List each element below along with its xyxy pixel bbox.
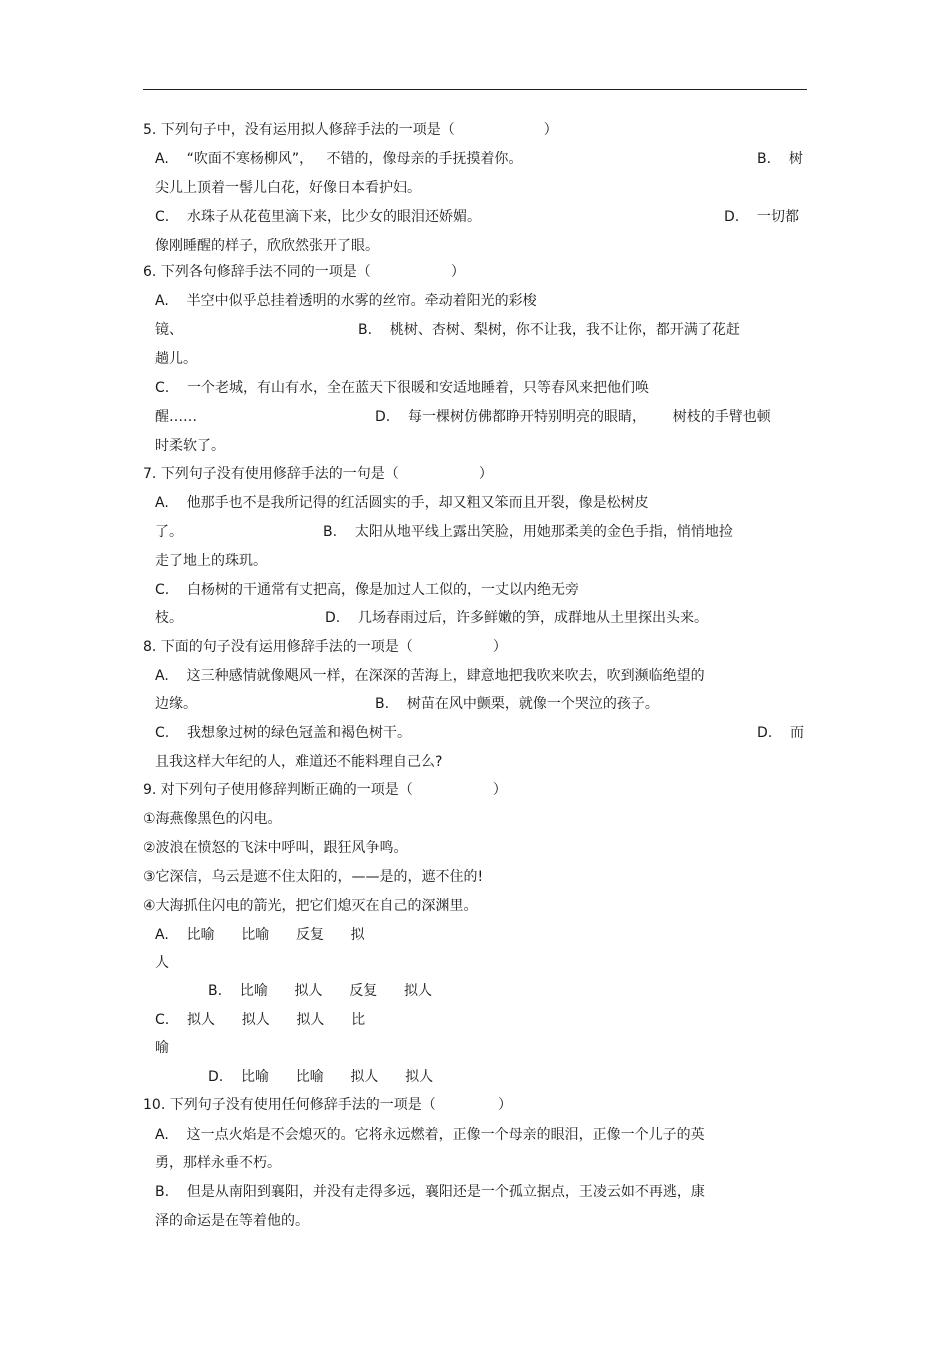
question-10-option-b-line1: B. 但是从南阳到襄阳，并没有走得多远，襄阳还是一个孤立据点，王凌云如不再逃，康 bbox=[155, 1184, 705, 1200]
question-9-sentence-2: ②波浪在愤怒的飞沫中呼叫，跟狂风争鸣。 bbox=[143, 840, 408, 856]
question-7-option-b-line1: B. 太阳从地平线上露出笑脸，用她那柔美的金色手指，悄悄地捡 bbox=[323, 524, 733, 540]
question-9-option-c-line2: 喻 bbox=[155, 1040, 169, 1056]
question-8-option-d-tail: 且我这样大年纪的人，难道还不能料理自己么? bbox=[155, 754, 443, 770]
question-7-option-a-line2: 了。 bbox=[155, 524, 183, 540]
question-5-option-d-head: D. 一切都 bbox=[724, 209, 800, 225]
question-6-option-c-line1: C. 一个老城，有山有水，全在蓝天下很暖和安适地睡着，只等春风来把他们唤 bbox=[155, 380, 650, 396]
question-8-option-a-line1: A. 这三种感情就像飓风一样，在深深的苦海上，肆意地把我吹来吹去，吹到濒临绝望的 bbox=[155, 668, 705, 684]
question-10-option-b-line2: 泽的命运是在等着他的。 bbox=[155, 1213, 309, 1229]
question-8-option-a-line2: 边缘。 bbox=[155, 696, 197, 712]
question-9-sentence-3: ③它深信，乌云是遮不住太阳的，——是的，遮不住的! bbox=[143, 869, 484, 885]
question-6-option-a-line2: 镜、 bbox=[155, 322, 183, 338]
question-9-sentence-4: ④大海抓住闪电的箭光，把它们熄灭在自己的深渊里。 bbox=[143, 898, 478, 914]
question-5-option-a: A. “吹面不寒杨柳风”， 不错的，像母亲的手抚摸着你。 bbox=[155, 151, 523, 167]
question-5-stem: 5. 下列句子中，没有运用拟人修辞手法的一项是（ ） bbox=[143, 122, 558, 138]
question-7-option-d: D. 几场春雨过后，许多鲜嫩的笋，成群地从土里探出头来。 bbox=[325, 610, 709, 626]
question-9-option-d: D. 比喻 比喻 拟人 拟人 bbox=[208, 1069, 434, 1085]
question-6-option-b-line1: B. 桃树、杏树、梨树，你不让我，我不让你，都开满了花赶 bbox=[358, 322, 740, 338]
question-6-option-a-line1: A. 半空中似乎总挂着透明的水雾的丝帘。牵动着阳光的彩梭 bbox=[155, 293, 537, 309]
question-6-option-b-line2: 趟儿。 bbox=[155, 351, 197, 367]
question-5-option-c: C. 水珠子从花苞里滴下来，比少女的眼泪还娇媚。 bbox=[155, 209, 482, 225]
question-9-option-a-line2: 人 bbox=[155, 955, 169, 971]
question-6-option-d-line1: D. 每一棵树仿佛都睁开特别明亮的眼睛， 树枝的手臂也顿 bbox=[375, 409, 771, 425]
question-7-option-b-line2: 走了地上的珠玑。 bbox=[155, 553, 267, 569]
question-5-option-b-head: B. 树 bbox=[757, 151, 803, 167]
question-8-option-c: C. 我想象过树的绿色冠盖和褐色树干。 bbox=[155, 725, 412, 741]
question-6-option-c-line2: 醒…… bbox=[155, 409, 197, 425]
question-10-option-a-line1: A. 这一点火焰是不会熄灭的。它将永远燃着，正像一个母亲的眼泪，正像一个儿子的英 bbox=[155, 1127, 705, 1143]
header-rule bbox=[143, 89, 807, 90]
question-7-option-a-line1: A. 他那手也不是我所记得的红活圆实的手，却又粗又笨而且开裂，像是松树皮 bbox=[155, 495, 649, 511]
question-9-option-a-line1: A. 比喻 比喻 反复 拟 bbox=[155, 927, 365, 943]
question-9-sentence-1: ①海燕像黑色的闪电。 bbox=[143, 811, 282, 827]
question-8-option-b: B. 树苗在风中颤栗，就像一个哭泣的孩子。 bbox=[375, 696, 659, 712]
question-9-option-c-line1: C. 拟人 拟人 拟人 比 bbox=[155, 1012, 366, 1028]
question-10-option-a-line2: 勇，那样永垂不朽。 bbox=[155, 1155, 281, 1171]
question-7-stem: 7. 下列句子没有使用修辞手法的一句是（ ） bbox=[143, 466, 493, 482]
question-7-option-c-line2: 枝。 bbox=[155, 610, 183, 626]
question-8-stem: 8. 下面的句子没有运用修辞手法的一项是（ ） bbox=[143, 639, 507, 655]
question-9-option-b: B. 比喻 拟人 反复 拟人 bbox=[208, 983, 432, 999]
question-9-stem: 9. 对下列句子使用修辞判断正确的一项是（ ） bbox=[143, 782, 507, 798]
question-8-option-d-head: D. 而 bbox=[757, 725, 805, 741]
question-10-stem: 10. 下列句子没有使用任何修辞手法的一项是（ ） bbox=[143, 1097, 513, 1113]
question-7-option-c-line1: C. 白杨树的干通常有丈把高，像是加过人工似的，一丈以内绝无旁 bbox=[155, 582, 580, 598]
question-5-option-d-tail: 像刚睡醒的样子，欣欣然张开了眼。 bbox=[155, 238, 379, 254]
question-5-option-b-tail: 尖儿上顶着一髻儿白花，好像日本看护妇。 bbox=[155, 180, 421, 196]
question-6-stem: 6. 下列各句修辞手法不同的一项是（ ） bbox=[143, 264, 465, 280]
question-6-option-d-line2: 时柔软了。 bbox=[155, 438, 225, 454]
